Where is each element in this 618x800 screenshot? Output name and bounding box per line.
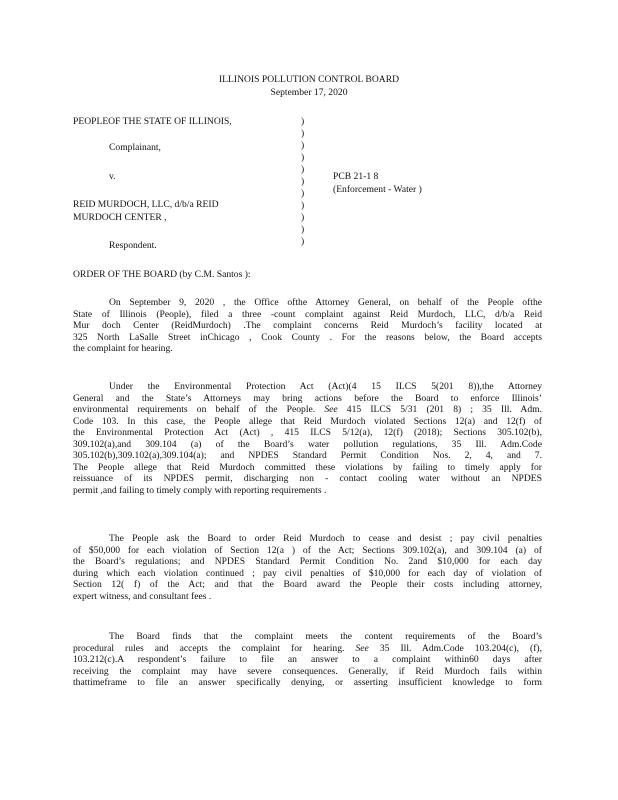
paragraph-line: permit ,and failing to timely comply with reporting requirements . bbox=[73, 484, 327, 496]
paren: ) bbox=[301, 152, 305, 163]
paragraph-line: Mur doch Center (ReidMurdoch) .The complaint concerns Reid Murdoch’s facility located at bbox=[73, 320, 542, 331]
paren: ) bbox=[301, 224, 305, 235]
paragraph-line: receiving the complaint may have severe consequences. Generally, if Reid Murdoch fails within bbox=[73, 665, 542, 677]
paragraph-line: The People ask the Board to order Reid Murdoch to cease and desist ; pay civil penalties bbox=[109, 533, 542, 544]
paren: ) bbox=[301, 128, 305, 139]
citation-signal: See bbox=[324, 404, 338, 415]
paragraph-2 bbox=[73, 381, 542, 496]
paren: ) bbox=[301, 236, 305, 247]
paragraph-line: General and the State’s Attorneys may bring actions before the Board to enforce Illinois’ bbox=[73, 392, 542, 404]
paren: ) bbox=[301, 188, 305, 199]
case-type: (Enforcement - Water ) bbox=[333, 184, 422, 195]
paragraph-line: the complaint for hearing. bbox=[73, 343, 173, 354]
complainant-label: Complainant, bbox=[109, 142, 161, 153]
paren: ) bbox=[301, 176, 305, 187]
paragraph-1 bbox=[73, 297, 542, 355]
caption-parentheses bbox=[301, 116, 311, 248]
defendant-name-line-2: MURDOCH CENTER , bbox=[73, 212, 167, 223]
defendant-name-line-1: REID MURDOCH, LLC, d/b/a REID bbox=[73, 199, 219, 210]
paren: ) bbox=[301, 140, 305, 151]
case-number: PCB 21-1 8 bbox=[333, 171, 379, 182]
paragraph-line: during which each violation continued ; pay civil penalties of $10,000 for each day of violation of bbox=[73, 567, 542, 579]
plaintiff-name: PEOPLEOF THE STATE OF ILLINOIS, bbox=[73, 116, 232, 127]
paren: ) bbox=[301, 212, 305, 223]
paragraph-line: 103.212(c).A respondent’s failure to file an answer to a complaint within60 days after bbox=[73, 654, 542, 665]
order-date: September 17, 2020 bbox=[270, 87, 348, 98]
paragraph-line: Code 103. In this case, the People allege that Reid Murdoch violated Sections 12(a) and 12(f) of bbox=[73, 415, 542, 427]
paragraph-4 bbox=[73, 631, 542, 689]
paragraph-line: 305.102(b),309.102(a),309.104(a); and NPDES Standard Permit Condition Nos. 2, 4, and 7. bbox=[73, 450, 542, 461]
paragraph-line: On September 9, 2020 , the Office ofthe Attorney General, on behalf of the People ofthe bbox=[109, 297, 542, 308]
paragraph-line: of $50,000 for each violation of Section 12(a ) of the Act; Sections 309.102(a), and 309.104 (a) of bbox=[73, 544, 542, 556]
paren: ) bbox=[301, 164, 305, 175]
respondent-label: Respondent. bbox=[109, 240, 157, 251]
paragraph-line: thattimeframe to file an answer specifically denying, or asserting insufficient knowledge to form bbox=[73, 677, 542, 688]
paragraph-line: Section 12( f) of the Act; and that the Board award the People their costs including attorney, bbox=[73, 579, 542, 590]
paragraph-line: 325 North LaSalle Street inChicago , Cook County . For the reasons below, the Board accepts bbox=[73, 331, 542, 343]
versus-label: v. bbox=[109, 171, 116, 182]
paragraph-line: The People allege that Reid Murdoch committed these violations by failing to timely apply for bbox=[73, 461, 542, 473]
paragraph-line: The Board finds that the complaint meets the content requirements of the Board’s bbox=[109, 631, 542, 642]
paragraph-line: Under the Environmental Protection Act (Act)(4 15 ILCS 5(201 8)),the Attorney bbox=[109, 381, 542, 392]
paragraph-line: procedural rules and accepts the complaint for hearing. See 35 Ill. Adm.Code 103.204(c), (f), bbox=[73, 642, 543, 654]
paren: ) bbox=[301, 200, 305, 211]
paragraph-line: the Environmental Protection Act (Act) , 415 ILCS 5/12(a), 12(f) (2018); Sections 305.102(b), bbox=[73, 427, 542, 438]
board-name: ILLINOIS POLLUTION CONTROL BOARD bbox=[218, 74, 400, 85]
paragraph-line: environmental requirements on behalf of the People. See 415 ILCS 5/31 (201 8) ; 35 Ill. Adm. bbox=[73, 404, 543, 415]
order-attribution: ORDER OF THE BOARD (by C.M. Santos ): bbox=[73, 269, 251, 280]
paragraph-line: the Board’s regulations; and NPDES Standard Permit Condition No. 2and $10,000 for each day bbox=[73, 556, 542, 567]
paragraph-line: State of Illinois (People), filed a three -count complaint against Reid Murdoch, LLC, d/b/a Reid bbox=[73, 308, 542, 320]
citation-signal: See bbox=[355, 642, 369, 654]
paragraph-line: reissuance of its NPDES permit, discharging non - contact cooling water without an NPDES bbox=[73, 473, 542, 484]
paragraph-line: expert witness, and consultant fees . bbox=[73, 590, 212, 602]
paren: ) bbox=[301, 116, 305, 127]
paragraph-3 bbox=[73, 533, 542, 602]
paragraph-line: 309.102(a),and 309.104 (a) of the Board’s water pollution regulations, 35 Ill. Adm.Code bbox=[73, 438, 542, 450]
